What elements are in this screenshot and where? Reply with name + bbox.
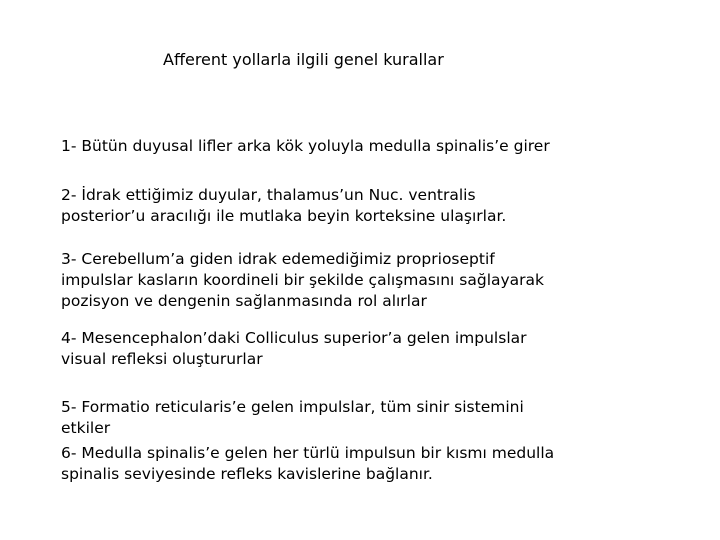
rule-item-5: 5- Formatio reticularis’e gelen impulslar, tüm sinir sistemini etkiler <box>61 398 524 437</box>
slide-title: Afferent yollarla ilgili genel kurallar <box>163 50 444 69</box>
rule-item-1: 1- Bütün duyusal lifler arka kök yoluyla medulla spinalis’e girer <box>61 137 550 155</box>
rule-item-3: 3- Cerebellum’a giden idrak edemediğimiz proprioseptif impulslar kasların koordineli bir şekilde çalışmasını sağlayarak pozisyon ve dengenin sağlanmasında rol alırlar <box>61 250 545 310</box>
rule-item-4: 4- Mesencephalon’daki Colliculus superior’a gelen impulslar visual refleksi oluştururlar <box>61 329 527 368</box>
rule-item-6: 6- Medulla spinalis’e gelen her türlü impulsun bir kısmı medulla spinalis seviyesinde refleks kavislerine bağlanır. <box>61 444 555 483</box>
rule-item-2: 2- İdrak ettiğimiz duyular, thalamus’un Nuc. ventralis posterior’u aracılığı ile mutlaka beyin korteksine ulaşırlar. <box>61 186 507 225</box>
